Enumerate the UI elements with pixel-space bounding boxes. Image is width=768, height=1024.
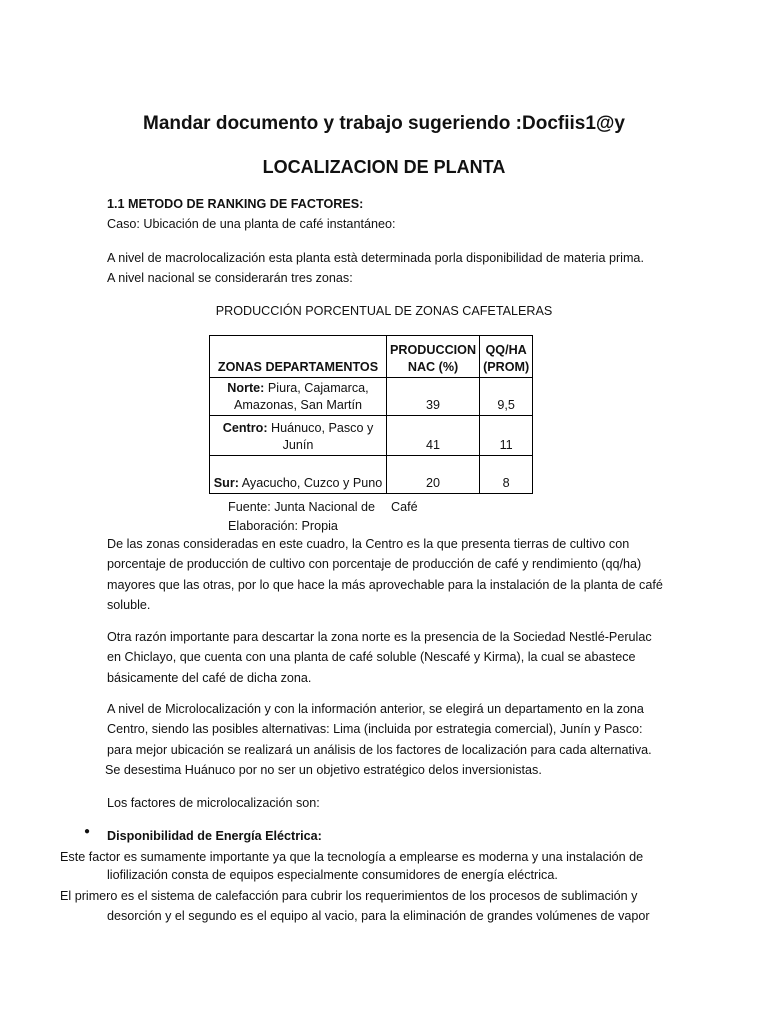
qqha-cell: 11 — [480, 416, 533, 456]
paragraph-zone-analysis — [107, 534, 667, 615]
paragraph-text: A nivel de Microlocalización y con la información anterior, se elegirá un departamento en la zona Centro, siendo las posibles alternativas: Lima (incluida por estrategia comercial), Junín y Pasco: para mejor ubicación se realizará un análisis de los factores de localización para cada alternativa. — [107, 702, 652, 757]
table-row — [210, 416, 533, 456]
zone-cell — [210, 378, 387, 416]
production-cell: 20 — [387, 456, 480, 494]
bullet-line-3: El primero es el sistema de calefacción para cubrir los requerimientos de los procesos de sublimación y — [60, 889, 638, 903]
bullet-label: Disponibilidad de Energía Eléctrica: — [107, 829, 322, 843]
zone-name: Norte: — [227, 381, 265, 395]
paragraph-north-zone — [107, 627, 667, 688]
table-source: Fuente: Junta Nacional de — [228, 500, 376, 514]
table-elaboration: Elaboración: Propia — [228, 519, 338, 533]
bullet-line-1: Este factor es sumamente importante ya que la tecnología a emplearse es moderna y una instalación de — [60, 850, 644, 864]
zone-departments: Huánuco, Pasco y Junín — [271, 421, 374, 452]
table-row — [210, 456, 533, 494]
case-line: Caso: Ubicación de una planta de café instantáneo: — [107, 217, 396, 231]
table-caption: PRODUCCIÓN PORCENTUAL DE ZONAS CAFETALERAS — [215, 304, 553, 318]
intro-line-2: A nivel nacional se considerarán tres zonas: — [107, 271, 353, 285]
paragraph-huanuco: Se desestima Huánuco por no ser un objetivo estratégico delos inversionistas. — [105, 763, 542, 777]
production-cell: 39 — [387, 378, 480, 416]
document-title-line-2: LOCALIZACION DE PLANTA — [262, 157, 506, 177]
table-row — [210, 378, 533, 416]
table-header-row — [210, 336, 533, 378]
paragraph-text: De las zonas consideradas en este cuadro, la Centro es la que presenta tierras de cultivo con porcentaje de producción de cultivo con porcentaje de producción de café y rendimiento (qq/ha) mayores que las otras, por lo que hace la más aprovechable para la instalación de la planta de café soluble. — [107, 537, 663, 612]
paragraph-microlocalization — [107, 699, 667, 760]
zone-departments: Ayacucho, Cuzco y Puno — [241, 476, 383, 490]
bullet-line-4: desorción y el segundo es el equipo al vacio, para la eliminación de grandes volúmenes de vapor — [107, 909, 650, 923]
zone-cell — [210, 456, 387, 494]
factors-intro: Los factores de microlocalización son: — [107, 796, 320, 810]
header-zones: ZONAS DEPARTAMENTOS — [210, 336, 387, 378]
qqha-cell: 8 — [480, 456, 533, 494]
zone-departments: Piura, Cajamarca, Amazonas, San Martín — [233, 381, 369, 412]
bullet-dot-icon: ● — [84, 826, 91, 837]
section-heading: 1.1 METODO DE RANKING DE FACTORES: — [107, 197, 364, 211]
zone-name: Sur: — [213, 476, 239, 490]
bullet-line-2: liofilización consta de equipos especialmente consumidores de energía eléctrica. — [107, 868, 558, 882]
zone-name: Centro: — [222, 421, 268, 435]
zone-cell — [210, 416, 387, 456]
paragraph-text: Otra razón importante para descartar la zona norte es la presencia de la Sociedad Nestlé-Perulac en Chiclayo, que cuenta con una planta de café soluble (Nescafé y Kirma), la cual se abastece básicamente del café de dicha zona. — [107, 630, 652, 685]
qqha-cell: 9,5 — [480, 378, 533, 416]
zones-table — [209, 335, 533, 494]
header-qqha: QQ/HA (PROM) — [480, 336, 533, 378]
header-production: PRODUCCION NAC (%) — [387, 336, 480, 378]
document-title-line-1: Mandar documento y trabajo sugeriendo :Docfiis1@y — [143, 113, 625, 134]
intro-line-1: A nivel de macrolocalización esta planta està determinada porla disponibilidad de materia prima. — [107, 251, 644, 265]
production-cell: 41 — [387, 416, 480, 456]
table-source-continued: Café — [391, 500, 418, 514]
